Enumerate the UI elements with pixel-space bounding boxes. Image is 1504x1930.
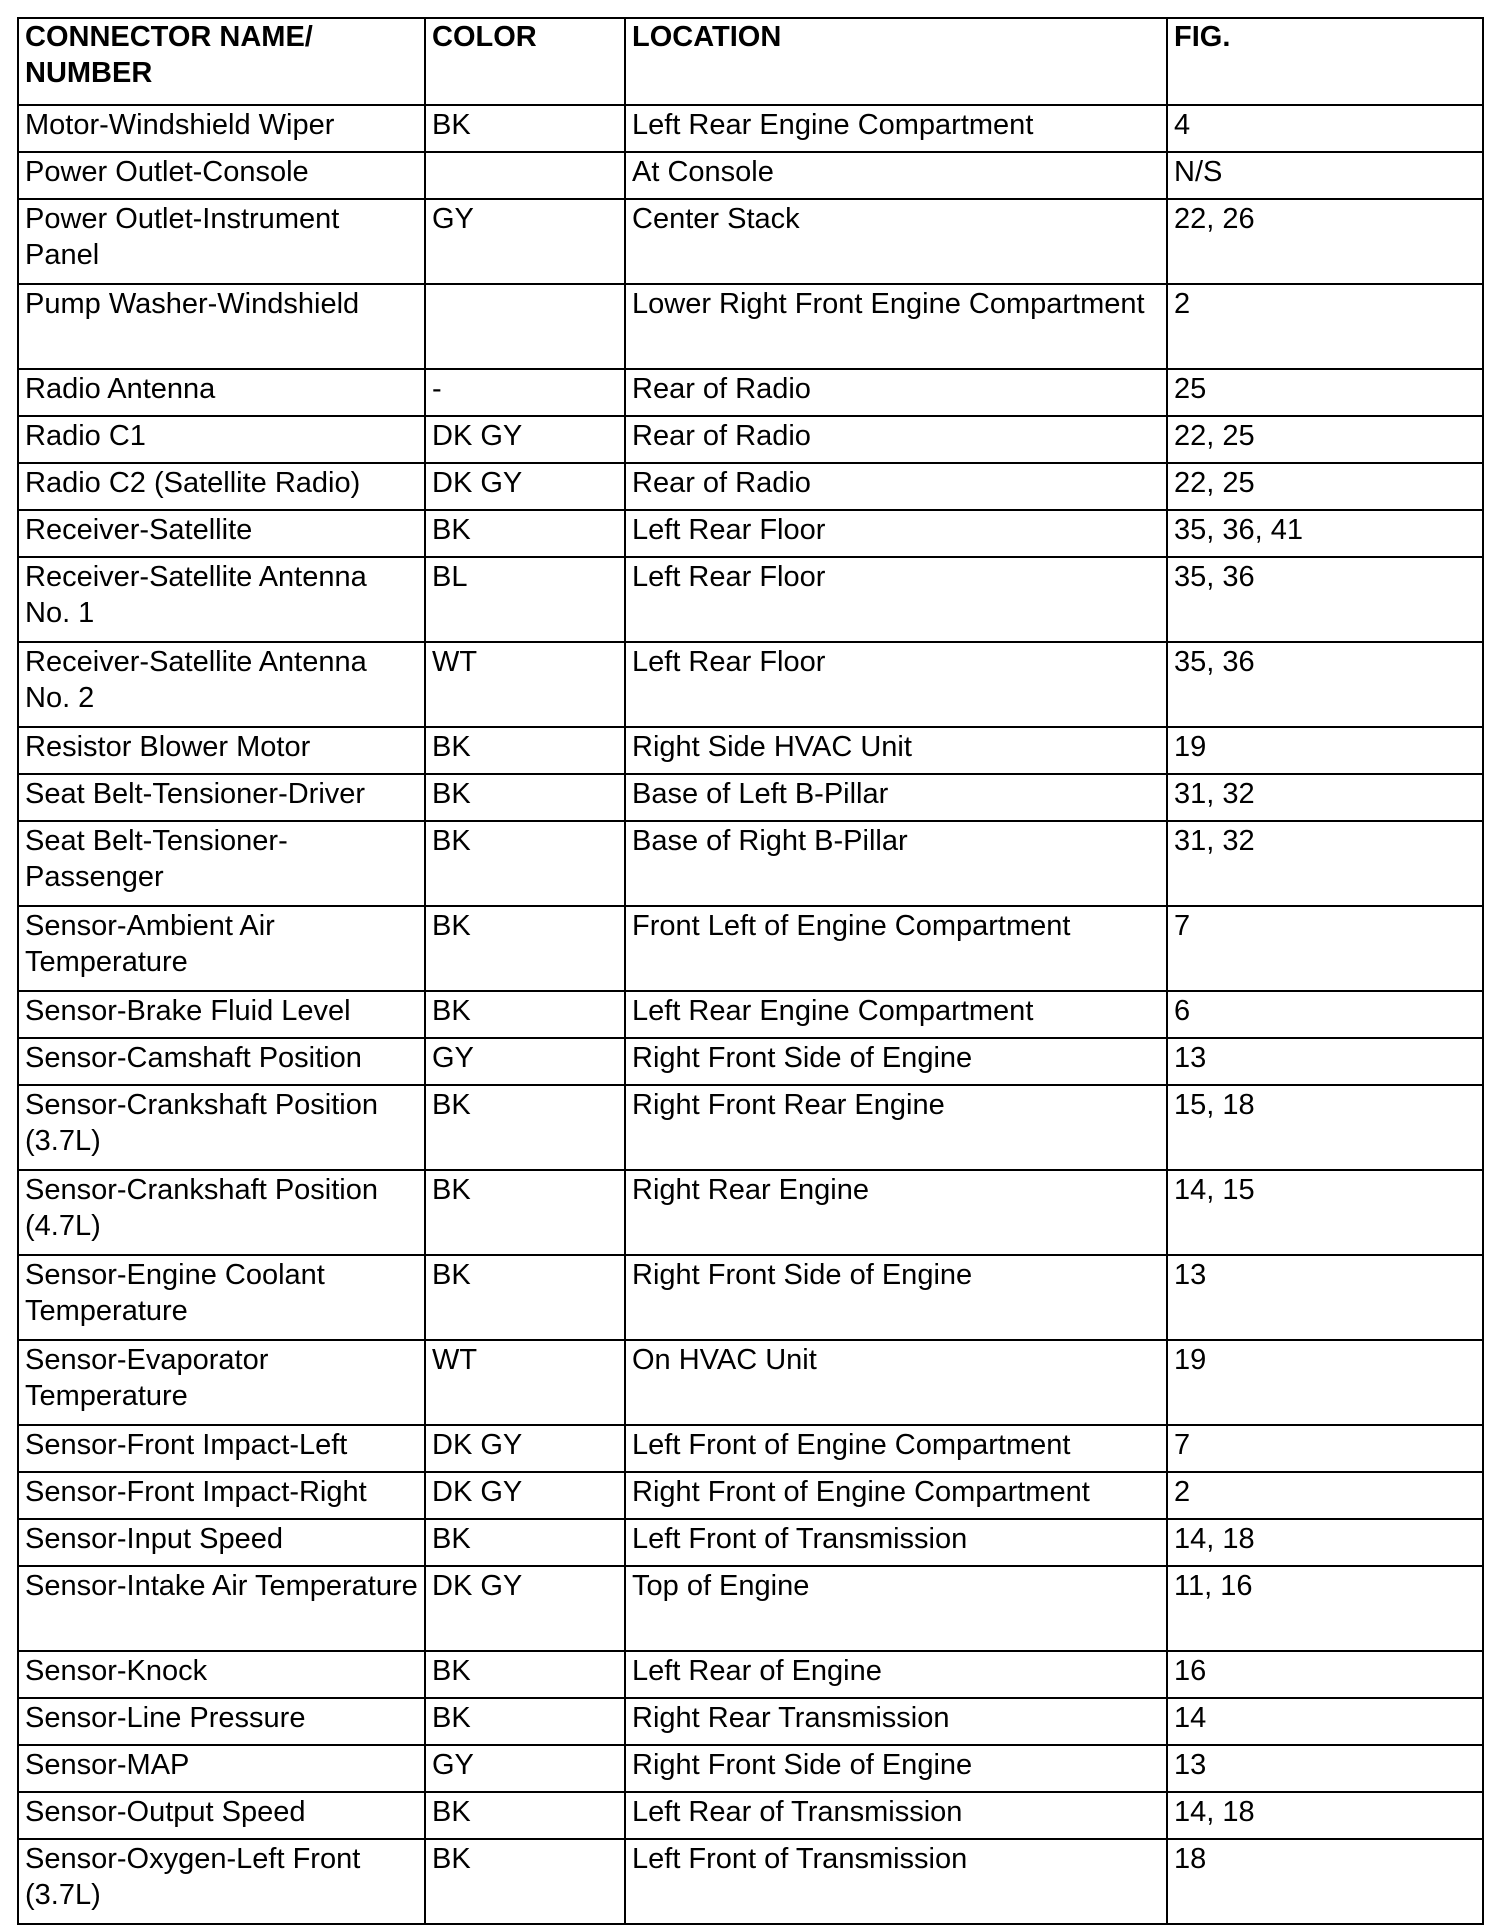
table-row <box>18 1255 1483 1340</box>
cell-location: Left Front of Engine Compartment <box>625 1425 1167 1472</box>
cell-color: BK <box>425 510 625 557</box>
table-row <box>18 557 1483 642</box>
cell-location: Left Rear Floor <box>625 510 1167 557</box>
cell-connector-name: Radio Antenna <box>18 369 425 416</box>
cell-connector-name: Pump Washer-Windshield <box>18 284 425 369</box>
cell-connector-name: Motor-Windshield Wiper <box>18 105 425 152</box>
cell-color: DK GY <box>425 1472 625 1519</box>
table-row <box>18 991 1483 1038</box>
cell-fig: 35, 36, 41 <box>1167 510 1483 557</box>
cell-fig: 35, 36 <box>1167 642 1483 727</box>
cell-connector-name: Sensor-Front Impact-Left <box>18 1425 425 1472</box>
cell-color: BK <box>425 1651 625 1698</box>
cell-fig: 6 <box>1167 991 1483 1038</box>
cell-fig: 14, 15 <box>1167 1170 1483 1255</box>
cell-connector-name: Sensor-MAP <box>18 1745 425 1792</box>
cell-connector-name: Resistor Blower Motor <box>18 727 425 774</box>
table-row <box>18 1340 1483 1425</box>
cell-fig: 7 <box>1167 906 1483 991</box>
cell-fig: 2 <box>1167 1472 1483 1519</box>
cell-fig: 22, 26 <box>1167 199 1483 284</box>
cell-fig: 11, 16 <box>1167 1566 1483 1651</box>
cell-color: BK <box>425 991 625 1038</box>
connector-table <box>17 17 1484 1925</box>
cell-location: Top of Engine <box>625 1566 1167 1651</box>
table-row <box>18 1745 1483 1792</box>
cell-location: Left Rear Floor <box>625 557 1167 642</box>
cell-fig: 2 <box>1167 284 1483 369</box>
table-row <box>18 1792 1483 1839</box>
cell-connector-name: Sensor-Engine Coolant Temperature <box>18 1255 425 1340</box>
cell-location: Right Front Side of Engine <box>625 1745 1167 1792</box>
cell-fig: 22, 25 <box>1167 416 1483 463</box>
cell-location: Left Rear Engine Compartment <box>625 991 1167 1038</box>
cell-location: Lower Right Front Engine Compartment <box>625 284 1167 369</box>
table-row <box>18 642 1483 727</box>
cell-location: Left Rear Floor <box>625 642 1167 727</box>
header-connector-name: CONNECTOR NAME/ NUMBER <box>18 18 425 105</box>
cell-connector-name: Radio C2 (Satellite Radio) <box>18 463 425 510</box>
cell-connector-name: Sensor-Input Speed <box>18 1519 425 1566</box>
header-color: COLOR <box>425 18 625 105</box>
table-row <box>18 416 1483 463</box>
table-row <box>18 1839 1483 1924</box>
cell-color: BK <box>425 1698 625 1745</box>
cell-location: Left Rear of Engine <box>625 1651 1167 1698</box>
cell-fig: 7 <box>1167 1425 1483 1472</box>
cell-location: Rear of Radio <box>625 416 1167 463</box>
cell-connector-name: Sensor-Ambient Air Temperature <box>18 906 425 991</box>
cell-color: BK <box>425 1255 625 1340</box>
cell-location: Rear of Radio <box>625 369 1167 416</box>
table-row <box>18 1425 1483 1472</box>
cell-color: DK GY <box>425 1425 625 1472</box>
cell-fig: 22, 25 <box>1167 463 1483 510</box>
cell-connector-name: Sensor-Knock <box>18 1651 425 1698</box>
cell-location: Right Front of Engine Compartment <box>625 1472 1167 1519</box>
cell-fig: 19 <box>1167 1340 1483 1425</box>
cell-color: BK <box>425 105 625 152</box>
cell-connector-name: Sensor-Front Impact-Right <box>18 1472 425 1519</box>
cell-color: BK <box>425 1085 625 1170</box>
cell-location: Right Front Side of Engine <box>625 1255 1167 1340</box>
cell-fig: 35, 36 <box>1167 557 1483 642</box>
cell-color: BK <box>425 821 625 906</box>
table-row <box>18 284 1483 369</box>
cell-fig: 4 <box>1167 105 1483 152</box>
cell-fig: 16 <box>1167 1651 1483 1698</box>
table-row <box>18 727 1483 774</box>
cell-location: Right Side HVAC Unit <box>625 727 1167 774</box>
table-row <box>18 906 1483 991</box>
cell-connector-name: Power Outlet-Console <box>18 152 425 199</box>
cell-fig: 18 <box>1167 1839 1483 1924</box>
cell-fig: 15, 18 <box>1167 1085 1483 1170</box>
cell-color: GY <box>425 1745 625 1792</box>
cell-fig: 31, 32 <box>1167 821 1483 906</box>
cell-connector-name: Seat Belt-Tensioner-Passenger <box>18 821 425 906</box>
cell-location: Front Left of Engine Compartment <box>625 906 1167 991</box>
cell-connector-name: Sensor-Brake Fluid Level <box>18 991 425 1038</box>
cell-connector-name: Sensor-Output Speed <box>18 1792 425 1839</box>
cell-fig: 25 <box>1167 369 1483 416</box>
cell-color: BK <box>425 774 625 821</box>
cell-location: Center Stack <box>625 199 1167 284</box>
cell-location: Base of Left B-Pillar <box>625 774 1167 821</box>
cell-location: On HVAC Unit <box>625 1340 1167 1425</box>
table-row <box>18 1038 1483 1085</box>
table-header-row <box>18 18 1483 105</box>
cell-location: Rear of Radio <box>625 463 1167 510</box>
cell-color <box>425 284 625 369</box>
cell-fig: 13 <box>1167 1038 1483 1085</box>
cell-color: WT <box>425 642 625 727</box>
cell-fig: 14, 18 <box>1167 1519 1483 1566</box>
cell-color: DK GY <box>425 1566 625 1651</box>
cell-connector-name: Sensor-Oxygen-Left Front (3.7L) <box>18 1839 425 1924</box>
table-row <box>18 1519 1483 1566</box>
cell-connector-name: Sensor-Line Pressure <box>18 1698 425 1745</box>
table-row <box>18 1472 1483 1519</box>
table-row <box>18 199 1483 284</box>
table-row <box>18 463 1483 510</box>
cell-connector-name: Sensor-Crankshaft Position (3.7L) <box>18 1085 425 1170</box>
cell-color: BK <box>425 906 625 991</box>
cell-connector-name: Sensor-Evaporator Temperature <box>18 1340 425 1425</box>
cell-fig: 14 <box>1167 1698 1483 1745</box>
cell-connector-name: Receiver-Satellite <box>18 510 425 557</box>
cell-location: Right Front Rear Engine <box>625 1085 1167 1170</box>
cell-fig: N/S <box>1167 152 1483 199</box>
cell-location: Right Rear Transmission <box>625 1698 1167 1745</box>
table-row <box>18 510 1483 557</box>
cell-location: Base of Right B-Pillar <box>625 821 1167 906</box>
cell-connector-name: Sensor-Crankshaft Position (4.7L) <box>18 1170 425 1255</box>
table-row <box>18 369 1483 416</box>
cell-color: BK <box>425 1839 625 1924</box>
table-row <box>18 774 1483 821</box>
cell-color: BK <box>425 1792 625 1839</box>
cell-connector-name: Sensor-Intake Air Temperature <box>18 1566 425 1651</box>
cell-color: GY <box>425 1038 625 1085</box>
cell-connector-name: Radio C1 <box>18 416 425 463</box>
cell-color: BK <box>425 1519 625 1566</box>
table-row <box>18 105 1483 152</box>
cell-location: At Console <box>625 152 1167 199</box>
cell-location: Right Rear Engine <box>625 1170 1167 1255</box>
cell-location: Right Front Side of Engine <box>625 1038 1167 1085</box>
cell-connector-name: Receiver-Satellite Antenna No. 1 <box>18 557 425 642</box>
cell-fig: 13 <box>1167 1255 1483 1340</box>
cell-fig: 14, 18 <box>1167 1792 1483 1839</box>
cell-color: WT <box>425 1340 625 1425</box>
table-row <box>18 1085 1483 1170</box>
cell-color: DK GY <box>425 463 625 510</box>
cell-connector-name: Sensor-Camshaft Position <box>18 1038 425 1085</box>
cell-connector-name: Receiver-Satellite Antenna No. 2 <box>18 642 425 727</box>
table-row <box>18 1651 1483 1698</box>
table-row <box>18 152 1483 199</box>
cell-fig: 19 <box>1167 727 1483 774</box>
cell-color: BK <box>425 1170 625 1255</box>
cell-color: DK GY <box>425 416 625 463</box>
table-row <box>18 1698 1483 1745</box>
cell-fig: 31, 32 <box>1167 774 1483 821</box>
cell-fig: 13 <box>1167 1745 1483 1792</box>
table-row <box>18 1170 1483 1255</box>
cell-color: GY <box>425 199 625 284</box>
table-row <box>18 1566 1483 1651</box>
cell-color <box>425 152 625 199</box>
cell-location: Left Rear of Transmission <box>625 1792 1167 1839</box>
cell-location: Left Front of Transmission <box>625 1519 1167 1566</box>
table-row <box>18 821 1483 906</box>
cell-location: Left Front of Transmission <box>625 1839 1167 1924</box>
cell-connector-name: Power Outlet-Instrument Panel <box>18 199 425 284</box>
header-fig: FIG. <box>1167 18 1483 105</box>
cell-location: Left Rear Engine Compartment <box>625 105 1167 152</box>
cell-color: BL <box>425 557 625 642</box>
cell-color: BK <box>425 727 625 774</box>
cell-connector-name: Seat Belt-Tensioner-Driver <box>18 774 425 821</box>
header-location: LOCATION <box>625 18 1167 105</box>
cell-color: - <box>425 369 625 416</box>
